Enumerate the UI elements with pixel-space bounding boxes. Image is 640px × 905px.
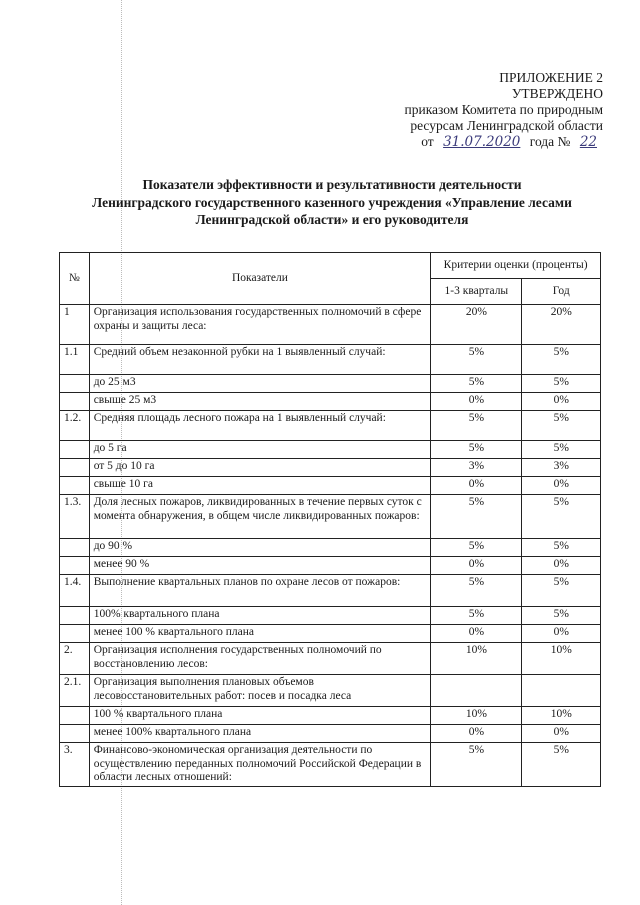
row-indicator: Средняя площадь лесного пожара на 1 выявленный случай:: [89, 411, 431, 441]
row-year-value: 5%: [522, 411, 601, 441]
row-year-value: 0%: [522, 625, 601, 643]
row-year-value: 5%: [522, 495, 601, 539]
row-quarters-value: 5%: [431, 441, 522, 459]
date-number-line: [343, 134, 603, 150]
row-quarters-value: 5%: [431, 575, 522, 607]
row-year-value: 5%: [522, 743, 601, 787]
header-year: Год: [522, 279, 601, 305]
table-row: [60, 539, 601, 557]
row-year-value: 5%: [522, 375, 601, 393]
row-num: 2.1.: [60, 675, 90, 707]
row-year-value: 10%: [522, 707, 601, 725]
row-year-value: 3%: [522, 459, 601, 477]
row-num: [60, 477, 90, 495]
row-quarters-value: 5%: [431, 743, 522, 787]
row-year-value: 5%: [522, 607, 601, 625]
row-num: 1.1: [60, 345, 90, 375]
row-num: 2.: [60, 643, 90, 675]
header-indicators: Показатели: [89, 253, 431, 305]
order-line: приказом Комитета по природным: [404, 102, 603, 117]
row-quarters-value: 0%: [431, 557, 522, 575]
row-indicator: менее 90 %: [89, 557, 431, 575]
header-quarters: 1-3 кварталы: [431, 279, 522, 305]
table-row: [60, 305, 601, 345]
table-row: [60, 345, 601, 375]
row-quarters-value: 5%: [431, 345, 522, 375]
row-indicator: свыше 25 м3: [89, 393, 431, 411]
table-row: [60, 393, 601, 411]
table-row: [60, 411, 601, 441]
row-num: 1: [60, 305, 90, 345]
row-quarters-value: 3%: [431, 459, 522, 477]
row-num: 1.2.: [60, 411, 90, 441]
row-quarters-value: 0%: [431, 393, 522, 411]
row-indicator: Организация использования государственных полномочий в сфере охраны и защиты леса:: [89, 305, 431, 345]
title-line-1: Показатели эффективности и результативности деятельности: [142, 177, 522, 192]
row-num: [60, 375, 90, 393]
row-num: [60, 459, 90, 477]
handwritten-date: 31.07.2020: [443, 134, 521, 150]
row-indicator: Средний объем незаконной рубки на 1 выявленный случай:: [89, 345, 431, 375]
title-line-3: Ленинградской области» и его руководителя: [195, 212, 469, 227]
row-indicator: Доля лесных пожаров, ликвидированных в течение первых суток с момента обнаружения, в общем числе ликвидированных пожаров:: [89, 495, 431, 539]
table-row: [60, 477, 601, 495]
row-quarters-value: 0%: [431, 477, 522, 495]
table-row: [60, 725, 601, 743]
table-row: [60, 675, 601, 707]
row-num: [60, 607, 90, 625]
table-row: [60, 743, 601, 787]
row-indicator: до 25 м3: [89, 375, 431, 393]
table-row: [60, 575, 601, 607]
row-indicator: свыше 10 га: [89, 477, 431, 495]
row-indicator: Организация исполнения государственных полномочий по восстановлению лесов:: [89, 643, 431, 675]
row-num: [60, 557, 90, 575]
table-body: [60, 305, 601, 787]
table-row: [60, 441, 601, 459]
title-line-2: Ленинградского государственного казенного учреждения «Управление лесами: [92, 194, 572, 210]
year-label: года №: [529, 134, 571, 149]
row-year-value: 5%: [522, 441, 601, 459]
header-num: №: [60, 253, 90, 305]
table-row: [60, 643, 601, 675]
approved-label: УТВЕРЖДЕНО: [511, 86, 603, 101]
row-quarters-value: 5%: [431, 411, 522, 441]
row-indicator: Финансово-экономическая организация деятельности по осуществлению переданных полномочий Российской Федерации в области лесных отношений:: [89, 743, 431, 787]
row-year-value: [522, 675, 601, 707]
row-num: [60, 441, 90, 459]
row-year-value: 5%: [522, 539, 601, 557]
appendix-label: ПРИЛОЖЕНИЕ 2: [499, 70, 603, 85]
approval-stamp: [343, 70, 603, 150]
row-num: [60, 625, 90, 643]
header-criteria: Критерии оценки (проценты): [431, 253, 601, 279]
row-quarters-value: 5%: [431, 375, 522, 393]
row-quarters-value: 5%: [431, 607, 522, 625]
table-row: [60, 375, 601, 393]
row-year-value: 10%: [522, 643, 601, 675]
document-title: [52, 176, 612, 229]
row-quarters-value: 0%: [431, 725, 522, 743]
row-num: 1.4.: [60, 575, 90, 607]
row-year-value: 5%: [522, 345, 601, 375]
row-quarters-value: 20%: [431, 305, 522, 345]
row-indicator: до 5 га: [89, 441, 431, 459]
row-num: [60, 539, 90, 557]
table-row: [60, 607, 601, 625]
row-indicator: менее 100% квартального плана: [89, 725, 431, 743]
row-indicator: 100 % квартального плана: [89, 707, 431, 725]
row-num: [60, 725, 90, 743]
row-year-value: 0%: [522, 557, 601, 575]
row-indicator: от 5 до 10 га: [89, 459, 431, 477]
row-year-value: 5%: [522, 575, 601, 607]
row-year-value: 20%: [522, 305, 601, 345]
indicators-table: [59, 252, 601, 787]
row-num: [60, 707, 90, 725]
table-row: [60, 707, 601, 725]
row-quarters-value: [431, 675, 522, 707]
row-num: 3.: [60, 743, 90, 787]
row-indicator: 100% квартального плана: [89, 607, 431, 625]
handwritten-number: 22: [579, 134, 597, 150]
row-year-value: 0%: [522, 477, 601, 495]
row-quarters-value: 10%: [431, 707, 522, 725]
row-indicator: менее 100 % квартального плана: [89, 625, 431, 643]
row-quarters-value: 0%: [431, 625, 522, 643]
table-row: [60, 557, 601, 575]
row-quarters-value: 5%: [431, 495, 522, 539]
committee-line: ресурсам Ленинградской области: [410, 118, 603, 133]
row-indicator: до 90 %: [89, 539, 431, 557]
row-year-value: 0%: [522, 725, 601, 743]
row-indicator: Организация выполнения плановых объемов лесовосстановительных работ: посев и посадка леса: [89, 675, 431, 707]
row-quarters-value: 10%: [431, 643, 522, 675]
table-row: [60, 495, 601, 539]
row-indicator: Выполнение квартальных планов по охране лесов от пожаров:: [89, 575, 431, 607]
row-num: 1.3.: [60, 495, 90, 539]
row-year-value: 0%: [522, 393, 601, 411]
from-label: от: [421, 134, 434, 149]
row-num: [60, 393, 90, 411]
table-row: [60, 459, 601, 477]
table-row: [60, 625, 601, 643]
row-quarters-value: 5%: [431, 539, 522, 557]
